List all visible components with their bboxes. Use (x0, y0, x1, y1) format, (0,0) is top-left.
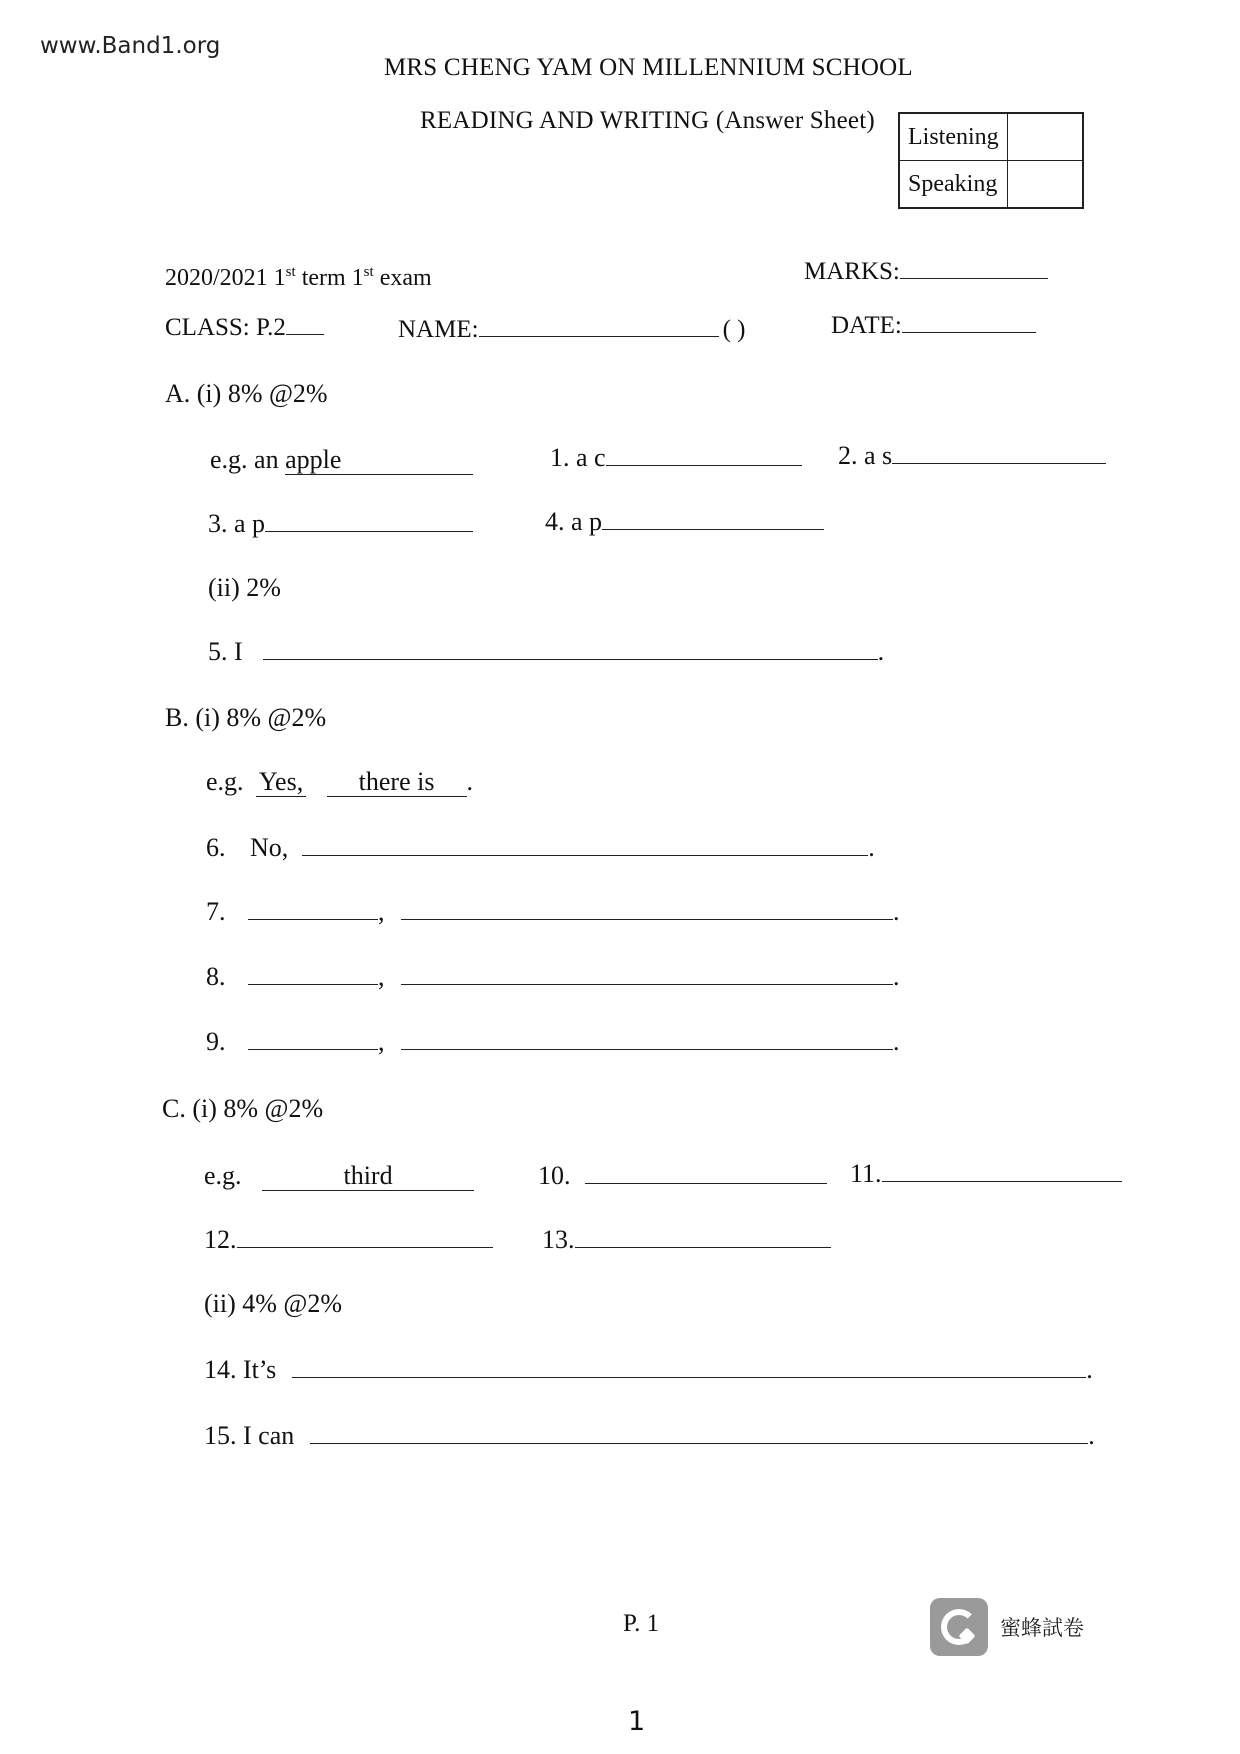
class-number-brackets: ( ) (722, 316, 746, 343)
name-label: NAME: (398, 316, 479, 343)
superscript-st: st (285, 264, 296, 280)
question-7-blank-2[interactable] (401, 897, 893, 920)
sheet-subtitle: READING AND WRITING (Answer Sheet) (420, 107, 875, 134)
name-blank[interactable] (479, 314, 719, 337)
question-11 (850, 1158, 1122, 1190)
section-c-heading: C. (i) 8% @2% (162, 1094, 324, 1123)
question-6-text: No, (250, 833, 289, 862)
example-label: e.g. (204, 1161, 242, 1190)
question-14-blank[interactable] (292, 1355, 1086, 1378)
question-14-label: 14. It’s (204, 1355, 277, 1384)
question-1-blank[interactable] (606, 443, 802, 466)
class-field (165, 312, 324, 344)
exam-word: exam (373, 265, 432, 291)
skills-score-table (898, 112, 1084, 209)
question-9-blank-2[interactable] (401, 1027, 893, 1050)
name-field (398, 314, 745, 346)
question-5-blank[interactable] (263, 637, 878, 660)
section-b-example: e.g. Yes, there is . (206, 767, 474, 796)
question-15: 15. I can . (204, 1421, 1095, 1450)
question-8-number: 8. (206, 962, 226, 991)
example-answer: apple (285, 446, 473, 475)
exam-term-text: term 1 (295, 265, 364, 291)
brand-name: 蜜蜂試卷 (1000, 1616, 1084, 1640)
example-answer: third (262, 1162, 474, 1191)
page-number: 1 (628, 1706, 646, 1737)
marks-blank[interactable] (900, 256, 1048, 279)
question-1 (550, 442, 802, 474)
question-13-blank[interactable] (575, 1225, 831, 1248)
question-4 (545, 506, 824, 538)
example-label: e.g. an (210, 445, 286, 474)
question-4-blank[interactable] (602, 507, 824, 530)
question-2 (838, 440, 1106, 472)
marks-field (804, 256, 1048, 288)
section-b-heading: B. (i) 8% @2% (165, 703, 327, 732)
question-9: 9. , . (206, 1027, 900, 1056)
question-10-label: 10. (538, 1161, 571, 1190)
question-3 (208, 508, 473, 540)
watermark-site-text: www.Band1.org (40, 33, 221, 59)
question-6-number: 6. (206, 833, 226, 862)
question-2-label: 2. a s (838, 441, 893, 470)
question-12-label: 12. (204, 1225, 237, 1254)
section-a-part-2-heading: (ii) 2% (208, 573, 281, 602)
date-label: DATE: (831, 312, 902, 339)
question-11-blank[interactable] (882, 1159, 1122, 1182)
speaking-score-box[interactable] (1007, 161, 1083, 209)
marks-label: MARKS: (804, 258, 900, 285)
listening-label: Listening (899, 113, 1007, 161)
exam-year: 2020/2021 1 (165, 265, 286, 291)
example-answer-2: there is (327, 768, 467, 797)
question-15-label: 15. I can (204, 1421, 295, 1450)
question-9-blank-1[interactable] (248, 1027, 378, 1050)
brand-logo-icon (930, 1598, 988, 1656)
question-7: 7. , . (206, 897, 900, 926)
page-label: P. 1 (623, 1610, 660, 1637)
date-blank[interactable] (902, 310, 1036, 333)
question-12 (204, 1224, 493, 1256)
question-7-number: 7. (206, 897, 226, 926)
date-field (831, 310, 1036, 342)
example-label: e.g. (206, 767, 244, 796)
question-15-blank[interactable] (310, 1421, 1088, 1444)
section-c-part-2-heading: (ii) 4% @2% (204, 1289, 343, 1318)
question-2-blank[interactable] (892, 441, 1106, 464)
question-8-blank-1[interactable] (248, 962, 378, 985)
section-a-example (210, 444, 473, 476)
class-blank[interactable] (286, 312, 324, 335)
question-4-label: 4. a p (545, 507, 603, 536)
question-9-number: 9. (206, 1027, 226, 1056)
question-13 (542, 1224, 831, 1256)
section-a-heading: A. (i) 8% @2% (165, 379, 328, 408)
class-label: CLASS: P.2 (165, 314, 286, 341)
question-6: 6. No, . (206, 833, 875, 862)
question-5: 5. I . (208, 637, 885, 666)
question-12-blank[interactable] (237, 1225, 493, 1248)
question-10 (538, 1160, 827, 1192)
question-3-blank[interactable] (265, 509, 473, 532)
question-6-blank[interactable] (302, 833, 868, 856)
superscript-st: st (363, 264, 374, 280)
example-answer-1: Yes, (256, 768, 306, 797)
question-1-label: 1. a c (550, 443, 606, 472)
section-c-example (204, 1160, 474, 1192)
question-8: 8. , . (206, 962, 900, 991)
question-10-blank[interactable] (585, 1161, 827, 1184)
question-13-label: 13. (542, 1225, 575, 1254)
school-name: MRS CHENG YAM ON MILLENNIUM SCHOOL (384, 54, 913, 81)
question-3-label: 3. a p (208, 509, 266, 538)
exam-term (165, 262, 432, 294)
question-8-blank-2[interactable] (401, 962, 893, 985)
question-7-blank-1[interactable] (248, 897, 378, 920)
question-14: 14. It’s . (204, 1355, 1093, 1384)
speaking-label: Speaking (899, 161, 1007, 209)
listening-score-box[interactable] (1007, 113, 1083, 161)
question-5-label: 5. I (208, 637, 243, 666)
question-11-label: 11. (850, 1159, 882, 1188)
